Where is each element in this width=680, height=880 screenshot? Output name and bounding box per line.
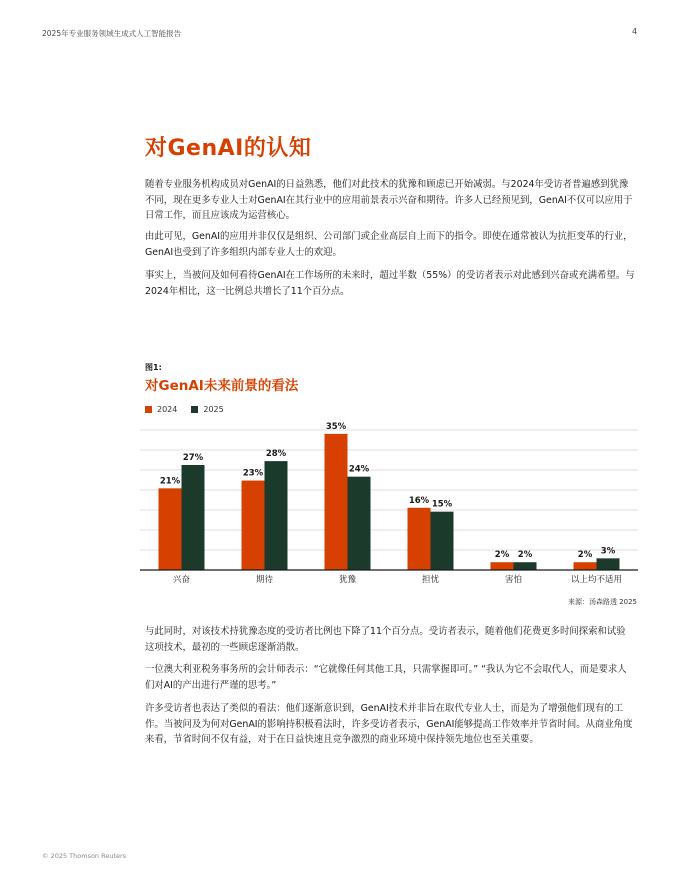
data-label-2025-4: 2% [517,550,533,561]
data-label-2024-4: 2% [494,550,510,561]
data-label-2024-2: 35% [325,421,347,432]
x-tick-label-1: 期待 [255,575,274,585]
bar-chart [140,412,645,594]
bar-2025-1 [265,461,288,570]
x-tick-label-2: 犹豫 [338,575,357,585]
footer-copyright: © 2025 Thomson Reuters [42,852,127,860]
bar-2024-4 [491,562,514,570]
report-header-title: 2025年专业服务领域生成式人工智能报告 [42,29,182,38]
body-paragraph-3: 许多受访者也表达了类似的看法：他们逐渐意识到，GenAI技术并非旨在取代专业人士，而是为了增强他们现有的工作。当被问及为何对GenAI的影响持积极看法时，许多受访者表示，GenAI能够提高工作效率并节省时间。从商业角度来看，节省时间不仅有益，对于在日益快速且竞争激烈的商业环境中保持领先地位也至关重要。 [145,703,633,745]
data-label-2025-5: 3% [600,546,616,557]
chart-source-note: 来源：汤森路透 2025 [567,598,637,606]
data-label-2025-3: 15% [431,499,453,510]
intro-paragraph-1: 随着专业服务机构成员对GenAI的日益熟悉，他们对此技术的犹豫和顾虑已开始减弱。与2024年受访者普遍感到犹豫不同，现在更多专业人士对GenAI在其行业中的应用前景表示兴奋和期待。许多人已经预见到，GenAI不仅可以应用于日常工作，而且应该成为运营核心。 [145,179,633,221]
data-label-2025-1: 28% [265,449,287,460]
bar-2025-0 [182,465,205,570]
section-title: 对GenAI的认知 [145,136,312,161]
bar-2024-1 [242,481,265,570]
legend-label-2024: 2024 [157,405,178,414]
page-number: 4 [632,27,638,36]
bar-2024-2 [325,434,348,570]
intro-paragraph-3: 事实上，当被问及如何看待GenAI在工作场所的未来时，超过半数（55%）的受访者表示对此感到兴奋或充满希望。与2024年相比，这一比例总共增长了11个百分点。 [145,270,635,297]
legend-label-2025: 2025 [203,405,224,414]
data-label-2024-5: 2% [577,550,593,561]
bar-2025-5 [597,558,620,570]
bar-2024-3 [408,508,431,570]
x-tick-label-5: 以上均不适用 [570,575,623,585]
bar-2025-3 [431,512,454,570]
x-tick-label-3: 担忧 [421,575,440,585]
data-label-2024-0: 21% [159,476,181,487]
body-paragraph-2: 一位澳大利亚税务事务所的会计师表示：“它就像任何其他工具，只需掌握即可。” “我认为它不会取代人，而是要求人们对AI的产出进行严谨的思考。” [145,664,627,691]
bar-2025-4 [514,562,537,570]
figure-label: 图1: [145,363,162,372]
bar-2024-5 [574,562,597,570]
x-tick-label-0: 兴奋 [172,575,191,585]
data-label-2024-1: 23% [242,468,264,479]
data-label-2024-3: 16% [408,495,430,506]
bar-2024-0 [159,488,182,570]
figure-title: 对GenAI未来前景的看法 [145,378,299,394]
data-label-2025-0: 27% [182,453,204,463]
intro-paragraph-2: 由此可见，GenAI的应用并非仅仅是组织、公司部门或企业高层自上而下的指令。即使在通常被认为抗拒变革的行业，GenAI也受到了许多组织内部专业人士的欢迎。 [145,231,633,258]
body-paragraph-1: 与此同时，对该技术持犹豫态度的受访者比例也下降了11个百分点。受访者表示，随着他们花费更多时间探索和试验这项技术，最初的一些顾虑逐渐消散。 [145,626,626,653]
bar-2025-2 [348,477,371,570]
x-tick-label-4: 害怕 [504,575,523,585]
data-label-2025-2: 24% [348,464,370,475]
